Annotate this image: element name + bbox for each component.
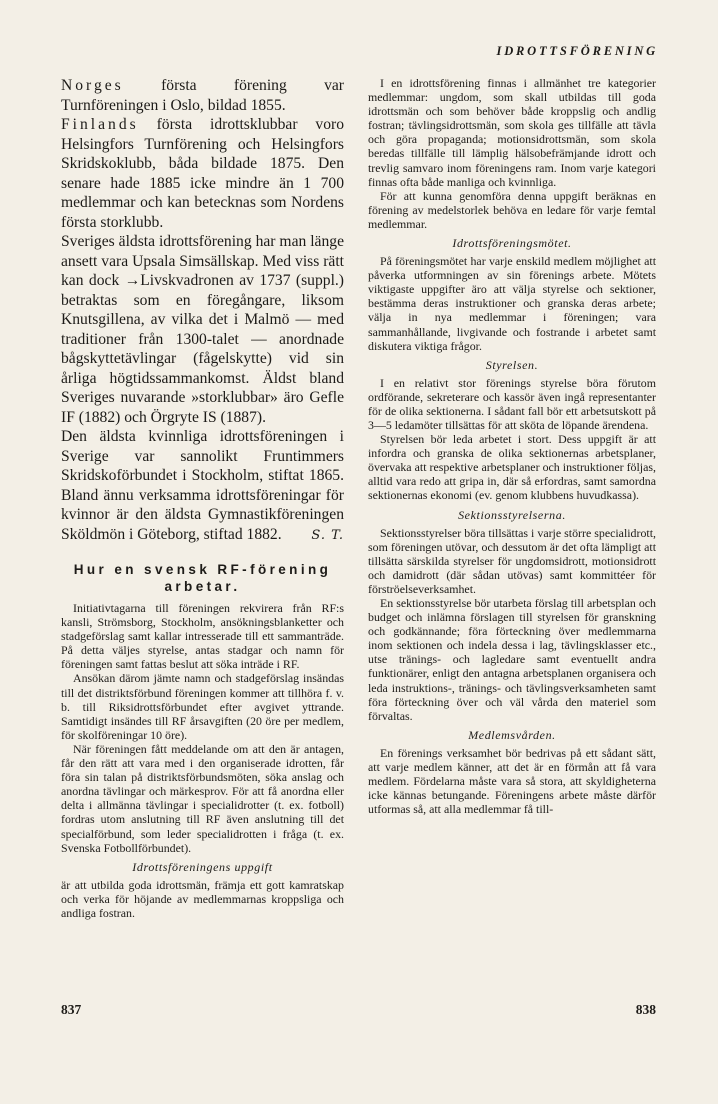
subheading: Idrottsföreningsmötet. (452, 236, 572, 251)
subheading: Medlemsvården. (468, 727, 556, 742)
paragraph: I en relativt stor förenings styrelse böra förutom ordförande, sekreterare och kassör även ingå representanter för de olika sektionerna. I sådant fall bör ett arbetsutskott på 3—5 ledamöter tillsättas för att sköta de löpande ärendena. (368, 375, 656, 432)
paragraph-finland (61, 115, 344, 232)
paragraph: Ansökan därom jämte namn och stadgeförslag insändas till det distriktsförbund föreningen kommer att tillhöra f. v. b. till Riksidrottsförbundet efter avgivet yttrande. Samtidigt insändes till RF årsavgiften (20 öre per medlem, för skolföreningar 10 öre). (61, 671, 344, 742)
paragraph-women-clubs: Den äldsta kvinnliga idrottsföreningen i Sverige var sannolikt Fruntimmers Skridskoförbundet i Stockholm, stiftat 1865. Bland ännu verksamma idrottsföreningar för kvinnor är den äldsta Gymnastikföreningen Sköldmön i Göteborg, stiftad 1882. (61, 428, 344, 543)
running-head: IDROTTSFÖRENING (496, 44, 658, 58)
country-name: Finlands (61, 116, 139, 133)
paragraph: När föreningen fått meddelande om att den är antagen, får den rätt att vara med i den organiserade idrotten, får föra sin talan på distriktsförbundsmöten, söka anslag och anordna tävlingar och märkesprov. För att få anordna eller delta i allmänna tävlingar i specialidrotter (t. ex. fotboll) fordras utom anslutning till RF även anslutning till det specialförbund, som leder specialidrotten i fråga (t. ex. Svenska Fotbollförbundet). (61, 741, 344, 855)
section-title: Hur en svensk RF-förening arbetar. (73, 562, 332, 594)
author-signature: S. T. (311, 528, 344, 543)
paragraph: För att kunna genomföra denna uppgift beräknas en förening av medelstorlek behöva en ledare för varje femtal medlemmar. (368, 188, 656, 231)
page-number-right: 838 (635, 1002, 656, 1017)
country-name: Norges (61, 77, 124, 94)
subheading: Sektionsstyrelserna. (458, 507, 566, 522)
paragraph-text: första förening var Turnföreningen i Oslo, bildad 1855. (61, 77, 344, 114)
paragraph: En sektionsstyrelse bör utarbeta förslag till arbetsplan och budget och inlämna förslagen till styrelsen för granskning och godkännande; föra förteckning över medlemmarna inom sektionen och indela dessa i lag, tävlingsklasser etc., utse tränings- och lagledare samt eventuellt andra funktionärer, enligt den antagna arbetsplanen organisera och leda instruktions-, tränings- och tävlingsverksamheten samt föra förteckning över och väl vårda den materiel som förvaltas. (368, 596, 656, 723)
paragraph: En förenings verksamhet bör bedrivas på ett sådant sätt, att varje medlem känner, att det är en förmån att få vara medlem. Fördelarna måste vara så stora, att skyldigheterna icke kännas betungande. Föreningens arbete måste därför utformas så, att alla medlemmar få till- (368, 745, 656, 817)
subheading: Idrottsföreningens uppgift (132, 859, 273, 874)
paragraph: På föreningsmötet har varje enskild medlem möjlighet att påverka utformningen av sin förenings arbete. Mötets viktigaste uppgifter äro att välja styrelse och sektioner, bestämma deras instruktioner och granska deras arbete; välja in nya medlemmar i föreningen; vara sammanhållande, livgivande och fostrande i arbetet samt diskutera viktiga frågor. (368, 254, 656, 353)
paragraph: I en idrottsförening finnas i allmänhet tre kategorier medlemmar: ungdom, som skall utbildas till goda idrottsmän och som behöver både kroppslig och andlig fostran; tävlingsidrottsmän, som skola ges tillfälle att tävla och göra propaganda; motionsidrottsmän, som skola beredas tillfälle till lämplig hälsobefrämjande idrott och trevlig samvaro inom föreningens ram. Inom varje kategori finnas ofta både manliga och kvinnliga. (368, 76, 656, 189)
paragraph: Initiativtagarna till föreningen rekvirera från RF:s kansli, Strömsborg, Stockholm, ansökningsblanketter och stadgeförslag samt kallar intresserade till ett sammanträde. På detta väljes styrelse, antas stadgar och namn för föreningen samt fattas beslut att söka inträde i RF. (61, 601, 344, 672)
paragraph: Sektionsstyrelser böra tillsättas i varje större specialidrott, som föreningen utövar, och dessutom är det ofta lämpligt att tillsätta särskilda styrelser för ungdomsidrott, motionsidrott och damidrott (där sådan utövas) samt kommittéer för förströelseverksamhet. (368, 525, 656, 596)
paragraph-norway (61, 76, 344, 115)
page-number-left: 837 (61, 1002, 82, 1017)
paragraph: Styrelsen bör leda arbetet i stort. Dess uppgift är att infordra och granska de olika sektionernas arbetsplaner, övervaka att respektive arbetsplaner och instruktioner följas, alltid vara redo att gripa in, där så erfordras, samt samordna sektionernas ekonomi (ev. genom klubbens huvudkassa). (368, 432, 656, 503)
subheading: Styrelsen. (485, 357, 539, 372)
right-column (368, 76, 656, 816)
paragraph-text: första idrottsklubbar voro Helsingfors Turnförening och Helsingfors Skridskoklubb, båda bildade 1875. Den senare hade 1885 icke mindre än 1 700 medlemmar och kan betecknas som Nordens första storklubb. (61, 116, 344, 231)
paragraph-sweden: Sveriges äldsta idrottsförening har man länge ansett vara Upsala Simsällskap. Med viss rätt kan dock →Livskvadronen av 1737 (suppl.) betraktas som en föregångare, liksom Knutsgillena, av vilka det i Malmö — med traditioner från 1300-talet — anordnade bågskyttetävlingar (fågelskytte) vid sin årliga högtidssammankomst. Äldst bland Sveriges nuvarande »storklubbar» äro Gefle IF (1882) och Örgryte IS (1887). (61, 233, 344, 426)
paragraph: är att utbilda goda idrottsmän, främja ett gott kamratskap och verka för höjande av medlemmarnas kroppsliga och andliga fostran. (61, 877, 344, 920)
left-column (61, 76, 344, 920)
